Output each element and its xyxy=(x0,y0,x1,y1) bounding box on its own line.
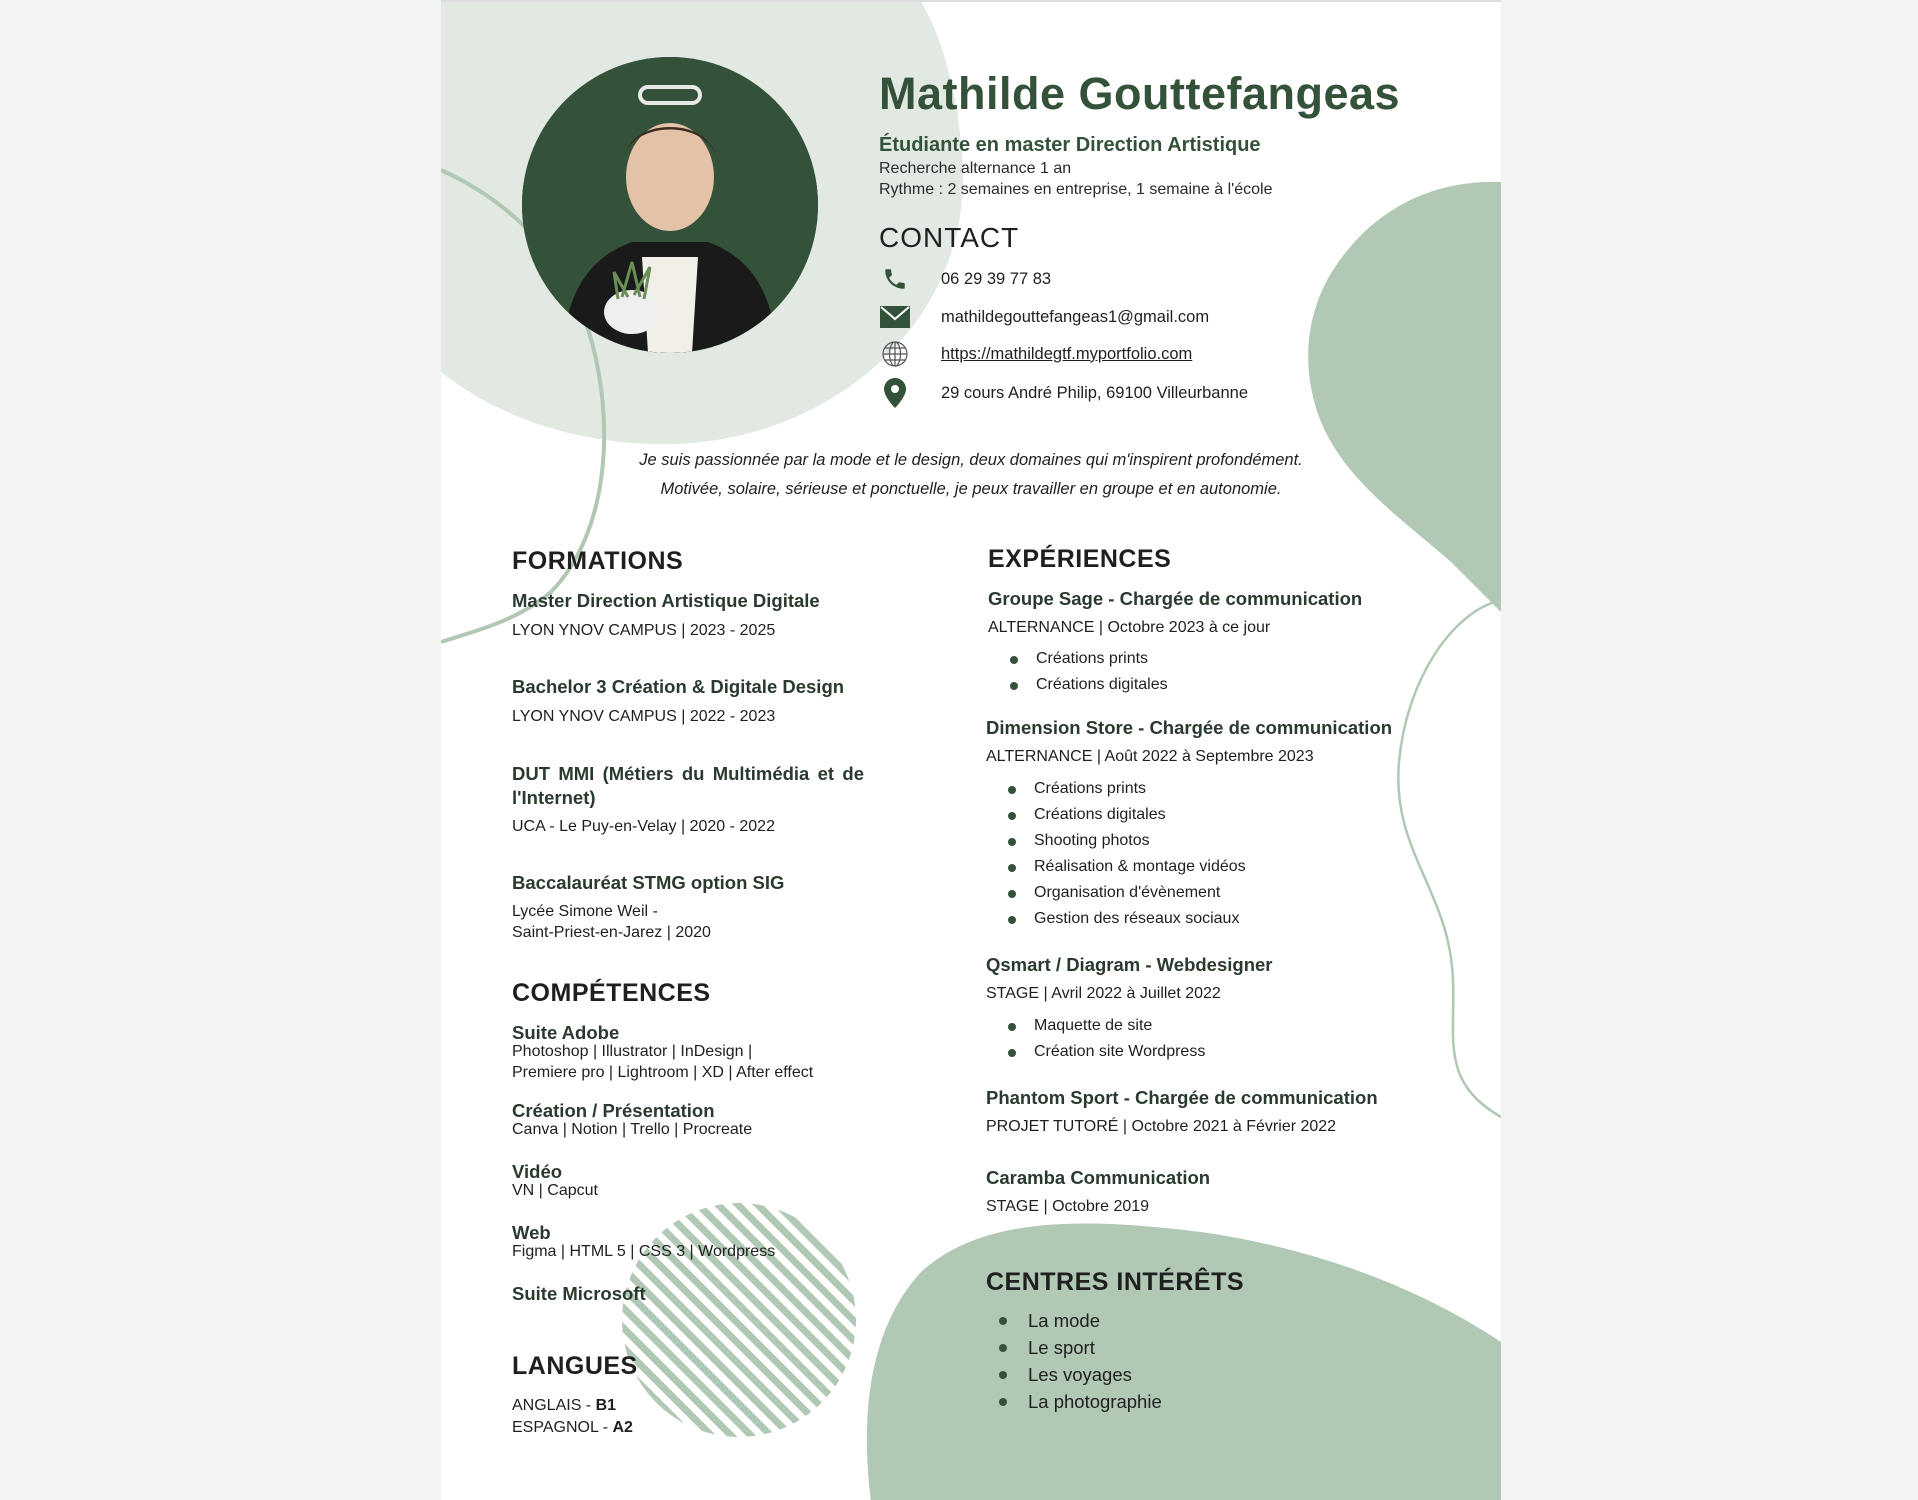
list-item: Création site Wordpress xyxy=(986,1039,1205,1065)
skill-title: Suite Microsoft xyxy=(512,1283,646,1304)
formations-heading: FORMATIONS xyxy=(512,547,684,575)
striped-circle xyxy=(622,1203,856,1437)
formation-title: Master Direction Artistique Digitale xyxy=(512,590,820,611)
location-pin-icon xyxy=(879,378,911,408)
email-address[interactable]: mathildegouttefangeas1@gmail.com xyxy=(941,307,1210,326)
experience-sub: STAGE | Octobre 2019 xyxy=(986,1198,1150,1215)
intro-line-1: Je suis passionnée par la mode et le design, deux domaines qui m'inspirent profondément. xyxy=(639,451,1303,469)
right-blob xyxy=(1308,182,1501,612)
experience-title: Dimension Store - Chargée de communication xyxy=(986,717,1393,738)
formation-title: Baccalauréat STMG option SIG xyxy=(512,872,785,893)
list-item: La photographie xyxy=(986,1388,1162,1415)
skill-title: Suite Adobe xyxy=(512,1022,620,1043)
experience-title: Caramba Communication xyxy=(986,1167,1211,1188)
skill-title: Vidéo xyxy=(512,1161,563,1182)
list-item: Créations prints xyxy=(986,776,1246,802)
list-item: Le sport xyxy=(986,1334,1162,1361)
experiences-heading: EXPÉRIENCES xyxy=(988,545,1172,573)
list-item: Les voyages xyxy=(986,1361,1162,1388)
competences-heading: COMPÉTENCES xyxy=(512,979,711,1007)
contact-address xyxy=(879,378,1248,408)
right-wave xyxy=(1398,600,1501,1117)
interets-heading: CENTRES INTÉRÊTS xyxy=(986,1268,1245,1296)
contact-email xyxy=(879,302,1209,332)
contact-heading: CONTACT xyxy=(879,222,1020,253)
phone-number: 06 29 39 77 83 xyxy=(941,269,1052,288)
skill-tools: Figma | HTML 5 | CSS 3 | Wordpress xyxy=(512,1243,776,1260)
experience-title: Phantom Sport - Chargée de communication xyxy=(986,1087,1378,1108)
contact-website xyxy=(879,339,1192,369)
experience-sub: ALTERNANCE | Août 2022 à Septembre 2023 xyxy=(986,748,1314,765)
globe-icon xyxy=(879,339,911,369)
full-name: Mathilde Gouttefangeas xyxy=(879,68,1401,119)
portfolio-link[interactable]: https://mathildegtf.myportfolio.com xyxy=(941,344,1193,363)
interets-list xyxy=(986,1307,1162,1415)
intro-line-2: Motivée, solaire, sérieuse et ponctuelle, je peux travailler en groupe et en autonomie. xyxy=(660,480,1282,498)
list-item: Organisation d'évènement xyxy=(986,880,1246,906)
rhythm-line: Rythme : 2 semaines en entreprise, 1 semaine à l'école xyxy=(879,181,1273,198)
experience-sub: ALTERNANCE | Octobre 2023 à ce jour xyxy=(988,619,1271,636)
skill-tools: VN | Capcut xyxy=(512,1182,598,1199)
skill-tools: Canva | Notion | Trello | Procreate xyxy=(512,1121,753,1138)
search-line: Recherche alternance 1 an xyxy=(879,160,1072,177)
language-item: ESPAGNOL - A2 xyxy=(512,1419,633,1436)
formation-sub: LYON YNOV CAMPUS | 2022 - 2023 xyxy=(512,708,776,725)
formation-sub: Saint-Priest-en-Jarez | 2020 xyxy=(512,924,711,941)
list-item: Créations digitales xyxy=(986,802,1246,828)
list-item: Créations prints xyxy=(988,646,1168,672)
skill-title: Création / Présentation xyxy=(512,1100,715,1121)
experience-bullets xyxy=(986,1013,1205,1065)
mail-icon xyxy=(879,302,911,332)
list-item: Maquette de site xyxy=(986,1013,1205,1039)
language-item: ANGLAIS - B1 xyxy=(512,1397,617,1414)
skill-title: Web xyxy=(512,1222,551,1243)
profile-photo xyxy=(522,57,818,353)
experience-bullets xyxy=(988,646,1168,698)
list-item: Gestion des réseaux sociaux xyxy=(986,906,1246,932)
resume-page xyxy=(441,0,1501,1500)
bottom-right-blob xyxy=(867,1223,1501,1500)
list-item: La mode xyxy=(986,1307,1162,1334)
list-item: Créations digitales xyxy=(988,672,1168,698)
postal-address: 29 cours André Philip, 69100 Villeurbanne xyxy=(941,383,1248,402)
formation-sub: LYON YNOV CAMPUS | 2023 - 2025 xyxy=(512,622,776,639)
skill-tools: Photoshop | Illustrator | InDesign | xyxy=(512,1043,753,1060)
experience-title: Groupe Sage - Chargée de communication xyxy=(988,588,1363,609)
experience-sub: PROJET TUTORÉ | Octobre 2021 à Février 2022 xyxy=(986,1118,1337,1135)
job-title: Étudiante en master Direction Artistique xyxy=(879,134,1261,156)
formation-title: Bachelor 3 Création & Digitale Design xyxy=(512,676,845,697)
formation-sub: Lycée Simone Weil - xyxy=(512,903,658,920)
contact-phone xyxy=(879,264,1051,294)
list-item: Shooting photos xyxy=(986,828,1246,854)
formation-title: DUT MMI (Métiers du Multimédia et de l'Internet) xyxy=(512,763,864,808)
langues-heading: LANGUES xyxy=(512,1352,638,1380)
experience-sub: STAGE | Avril 2022 à Juillet 2022 xyxy=(986,985,1221,1002)
list-item: Réalisation & montage vidéos xyxy=(986,854,1246,880)
experience-bullets xyxy=(986,776,1246,932)
formation-sub: UCA - Le Puy-en-Velay | 2020 - 2022 xyxy=(512,818,775,835)
skill-tools: Premiere pro | Lightroom | XD | After effect xyxy=(512,1064,814,1081)
phone-icon xyxy=(879,264,911,294)
experience-title: Qsmart / Diagram - Webdesigner xyxy=(986,954,1273,975)
